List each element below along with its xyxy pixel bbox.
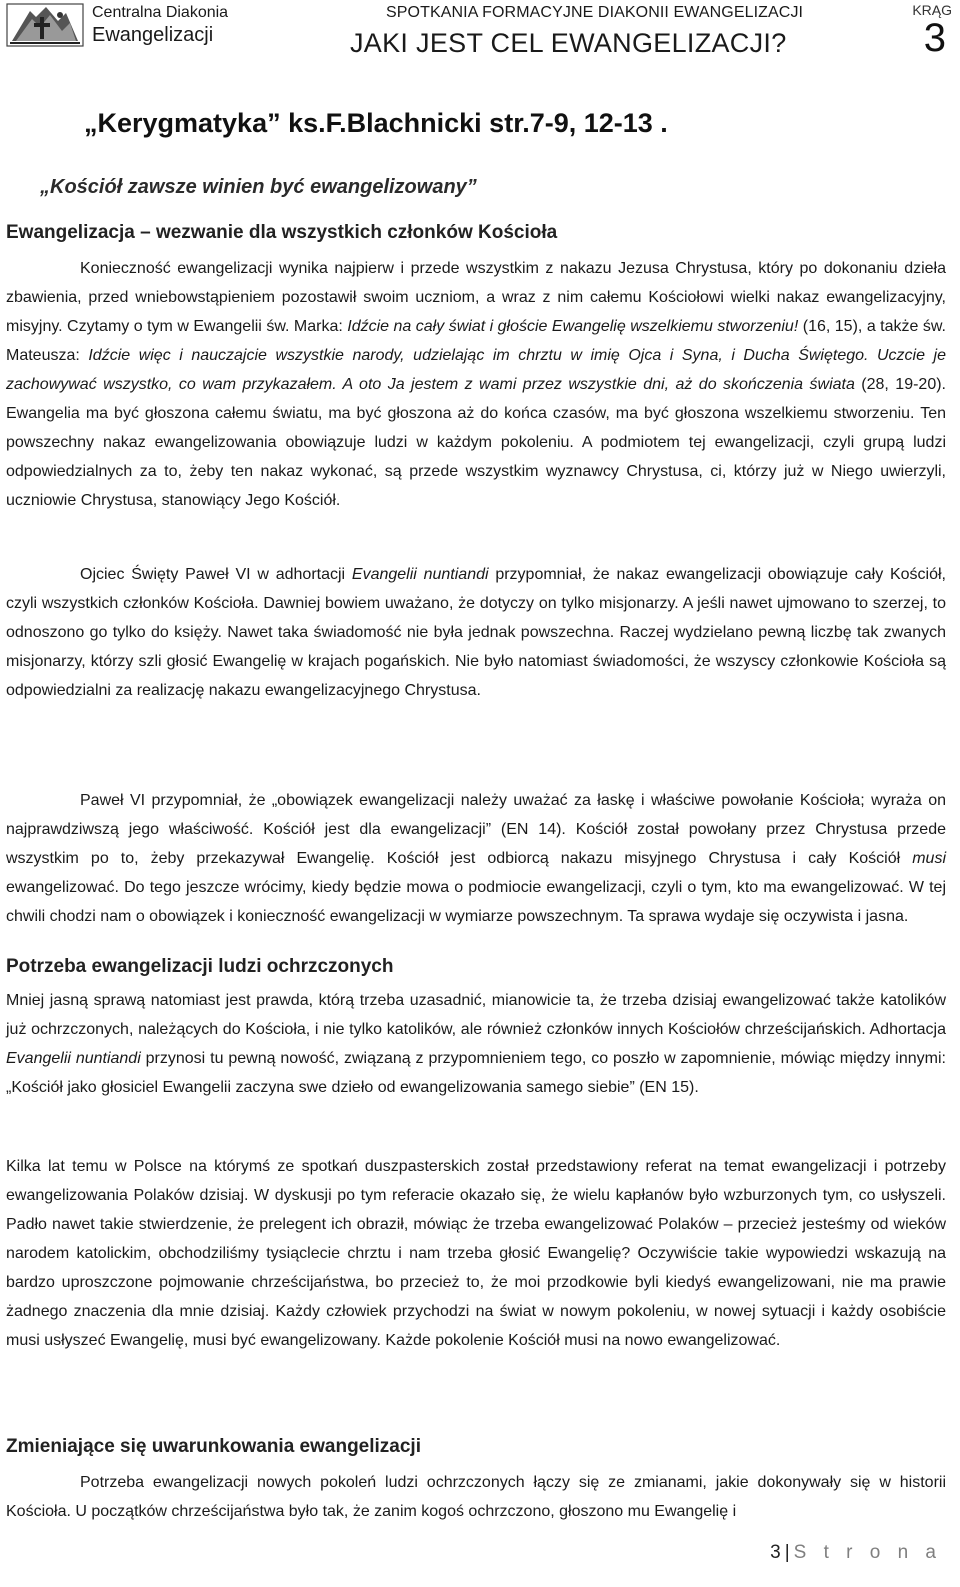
text-run: Kilka lat temu w Polsce na którymś ze spotkań duszpasterskich został przedstawiony referat na temat ewangelizacji i potrzeby ewangelizowania Polaków dzisiaj. W dyskusji po tym referacie okazało się, że wielu kapłanów było wzburzonych tym, co usłyszeli. Padło nawet takie stwierdzenie, że prelegent ich obraził, mówiąc że trzeba ewangelizować Polaków – przecież jesteśmy od wieków narodem katolickim, obchodziliśmy tysiąclecie chrztu i nam trzeba głosić Ewangelię? Oczywiście takie wypowiedzi wskazują na bardzo uproszczone pojmowanie chrześcijaństwa, bo przecież to, że moi przodkowie byli kiedyś ewangelizowani, nie ma prawie żadnego znaczenia dla mnie dzisiaj. Każdy człowiek przychodzi na świat w nowym pokoleniu, w nowej sytuacji i każdy osobiście musi usłyszeć Ewangelię, musi być ewangelizowany. Każde pokolenie Kościół musi na nowo ewangelizować. <box>6 1158 946 1349</box>
section-heading: Potrzeba ewangelizacji ludzi ochrzczonych <box>6 956 394 977</box>
diakonia-logo-icon <box>6 3 84 47</box>
page-title: JAKI JEST CEL EWANGELIZACJI? <box>350 28 787 58</box>
org-name-line1: Centralna Diakonia <box>92 4 229 21</box>
text-run: przynosi tu pewną nowość, związaną z przypomnieniem tego, co poszło w zapomnienie, mówiąc między innymi: „Kościół jako głosiciel Ewangelii zaczyna swe dzieło od ewangelizowania samego siebie” (EN 15). <box>6 1050 946 1096</box>
section-heading: Zmieniające się uwarunkowania ewangelizacji <box>6 1436 421 1457</box>
page-footer <box>770 1542 942 1564</box>
footer-separator: | <box>784 1542 790 1563</box>
text-run: Potrzeba ewangelizacji nowych pokoleń ludzi ochrzczonych łączy się ze zmianami, jakie dokonywały się w historii Kościoła. U początków chrześcijaństwa było tak, że zanim kogoś ochrzczono, głoszono mu Ewangelię i <box>6 1474 946 1520</box>
text-run: Ojciec Święty Paweł VI w adhortacji <box>80 566 352 583</box>
text-run: Mniej jasną sprawą natomiast jest prawda, którą trzeba uzasadnić, mianowicie ta, że trzeba dzisiaj ewangelizować także katolików już ochrzczonych, należących do Kościoła, i nie tylko katolików, ale również członków innych Kościołów chrześcijańskich. Adhortacja <box>6 992 946 1038</box>
page-header <box>0 0 960 72</box>
italic-text: Evangelii nuntiandi <box>6 1050 141 1067</box>
krag-label: KRĄG <box>912 2 952 18</box>
org-name-line2: Ewangelizacji <box>92 24 214 46</box>
text-run: Paweł VI przypomniał, że „obowiązek ewangelizacji należy uważać za łaskę i właściwe powołanie Kościoła; wyraża on najprawdziwszą jego właściwość. Kościół jest dla ewangelizacji” (EN 14). Kościół został powołany przez Chrystusa przede wszystkim po to, żeby przekazywał Ewangelię. Kościół jest odbiorcą nakazu misyjnego Chrystusa i cały Kościół <box>6 792 946 867</box>
series-title: SPOTKANIA FORMACYJNE DIAKONII EWANGELIZACJI <box>386 4 804 21</box>
source-reference: „Kerygmatyka” ks.F.Blachnicki str.7-9, 12-13 . <box>84 108 668 138</box>
page-label: S t r o n a <box>793 1542 942 1563</box>
paragraph <box>6 1468 946 1526</box>
text-run: ewangelizować. Do tego jeszcze wrócimy, kiedy będzie mowa o podmiocie ewangelizacji, czyli o tym, kto ma ewangelizować. W tej chwili chodzi nam o obowiązek i konieczność ewangelizacji w wymiarze powszechnym. Ta sprawa wydaje się oczywista i jasna. <box>6 879 946 925</box>
italic-text: Evangelii nuntiandi <box>351 566 489 583</box>
tagline: „Kościół zawsze winien być ewangelizowany” <box>40 176 477 198</box>
page-number: 3 <box>770 1542 781 1563</box>
text-run: Konieczność ewangelizacji wynika najpierw i przede wszystkim z nakazu Jezusa Chrystusa, który po dokonaniu dzieła zbawienia, przed wniebowstąpieniem pozostawił swoim uczniom, a wraz z nim całemu Kościołowi wielki nakaz ewangelizacyjny, misyjny. Czytamy o tym w Ewangelii św. Marka: <box>6 260 946 335</box>
paragraph <box>6 986 946 1102</box>
krag-number: 3 <box>923 16 946 60</box>
italic-text: Idźcie więc i nauczajcie wszystkie narody, udzielając im chrztu w imię Ojca i Syna, i Ducha Świętego. Uczcie je zachowywać wszystko, co wam przykazałem. A oto Ja jestem z wami przez wszystkie dni, aż do skończenia świata <box>6 347 946 393</box>
text-run: (28, 19-20). Ewangelia ma być głoszona całemu światu, ma być głoszona aż do końca czasów, ma być głoszona wszelkiemu stworzeniu. Ten powszechny nakaz ewangelizowania obowiązuje ludzi w każdym pokoleniu. A podmiotem tej ewangelizacji, czyli grupą ludzi odpowiedzialnych za to, żeby ten nakaz wykonać, są przede wszystkim wyznawcy Chrystusa, ci, którzy już w Niego uwierzyli, uczniowie Chrystusa, stanowiący Jego Kościół. <box>6 376 947 509</box>
text-run: (16, 15), a także św. Mateusza: <box>6 318 947 364</box>
italic-text: Idźcie na cały świat i głoście Ewangelię wszelkiemu stworzeniu! <box>347 318 799 335</box>
paragraph <box>6 786 946 931</box>
section-heading: Ewangelizacja – wezwanie dla wszystkich członków Kościoła <box>6 222 558 243</box>
paragraph <box>6 1152 946 1355</box>
text-run: przypomniał, że nakaz ewangelizacji obowiązuje cały Kościół, czyli wszystkich członków Kościoła. Dawniej bowiem uważano, że dotyczy on tylko misjonarzy. A jeśli nawet ujmowano to szerzej, to odnoszono go tylko do księży. Nawet taka świadomość nie była jednak powszechna. Raczej wydzielano pewną liczbę tak zwanych misjonarzy, którzy szli głosić Ewangelię w krajach pogańskich. Nie było natomiast świadomości, że wszyscy członkowie Kościoła są odpowiedzialni za realizację nakazu ewangelizacyjnego Chrystusa. <box>6 566 947 699</box>
italic-text: musi <box>912 850 946 867</box>
paragraph <box>6 560 946 705</box>
paragraph <box>6 254 946 515</box>
